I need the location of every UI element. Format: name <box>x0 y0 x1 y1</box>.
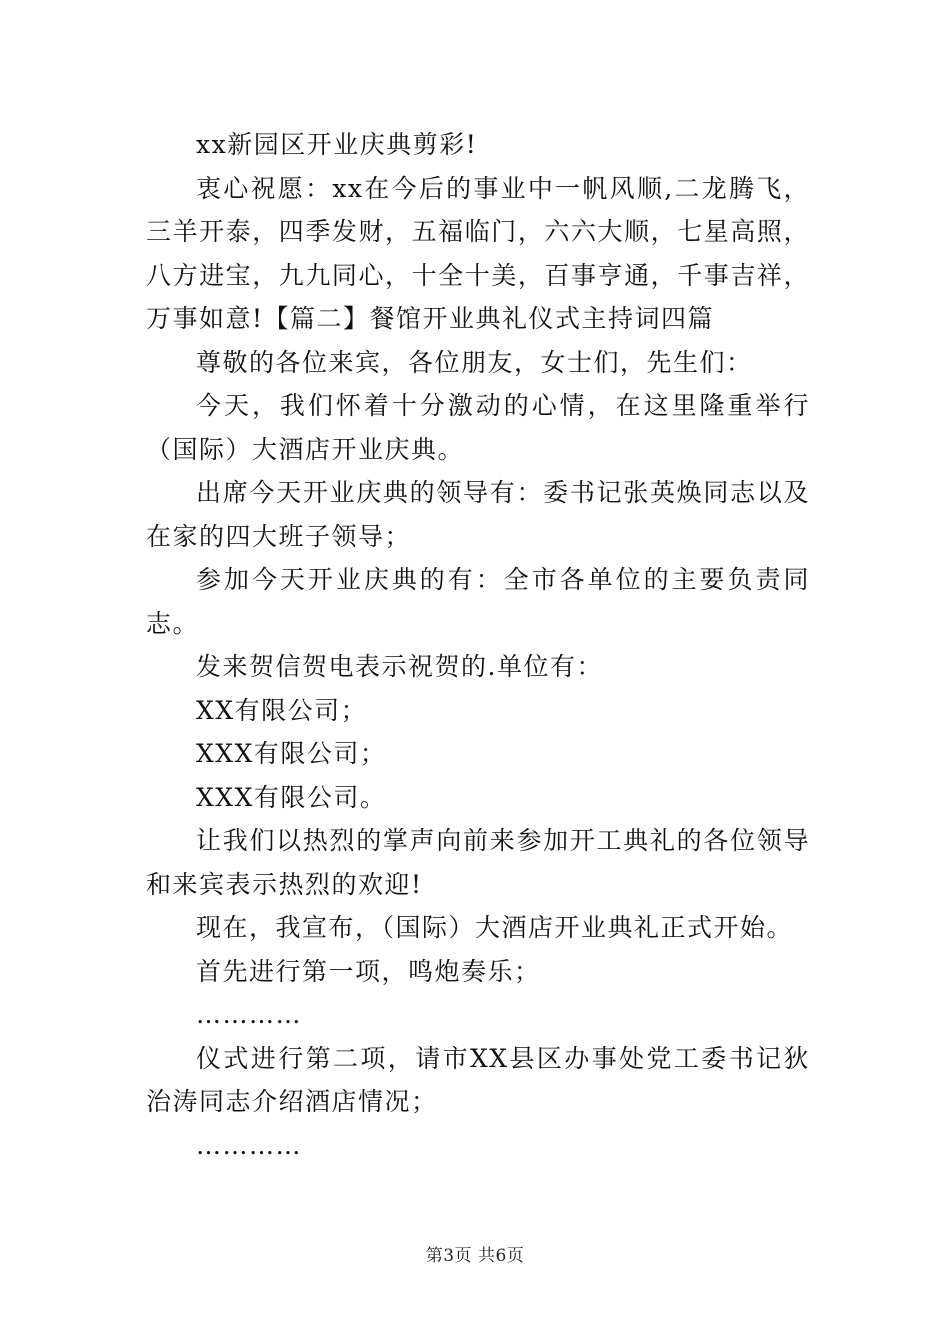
paragraph: 仪式进行第二项，请市XX县区办事处党工委书记狄治涛同志介绍酒店情况； <box>146 1043 810 1116</box>
paragraph: XX有限公司； <box>196 695 368 725</box>
paragraph: 首先进行第一项，鸣炮奏乐； <box>196 956 541 986</box>
paragraph: 今天，我们怀着十分激动的心情，在这里隆重举行（国际）大酒店开业庆典。 <box>146 391 810 464</box>
page-number: 第3页 共6页 <box>425 1246 525 1266</box>
ellipsis-line: ………… <box>196 1130 302 1160</box>
paragraph: xx新园区开业庆典剪彩! <box>196 130 478 159</box>
paragraph: 出席今天开业庆典的领导有：委书记张英焕同志以及在家的四大班子领导； <box>146 478 810 551</box>
paragraph: 现在，我宣布，（国际）大酒店开业典礼正式开始。 <box>196 913 794 942</box>
paragraph: 发来贺信贺电表示祝贺的.单位有： <box>196 652 603 681</box>
document-body <box>146 123 810 1167</box>
ellipsis-line: ………… <box>196 1000 302 1029</box>
paragraph: 让我们以热烈的掌声向前来参加开工典礼的各位领导和来宾表示热烈的欢迎! <box>146 826 810 899</box>
paragraph: 尊敬的各位来宾，各位朋友，女士们，先生们： <box>196 347 753 377</box>
paragraph: XXX有限公司。 <box>196 782 387 812</box>
paragraph: XXX有限公司； <box>196 739 387 768</box>
paragraph: 参加今天开业庆典的有：全市各单位的主要负责同志。 <box>146 565 810 638</box>
paragraph: 衷心祝愿：xx在今后的事业中一帆风顺,二龙腾飞，三羊开泰，四季发财，五福临门，六六大顺，七星高照，八方进宝，九九同心，十全十美，百事亨通，千事吉祥，万事如意!【篇二】餐馆开业典礼仪式主持词四篇 <box>146 173 810 333</box>
